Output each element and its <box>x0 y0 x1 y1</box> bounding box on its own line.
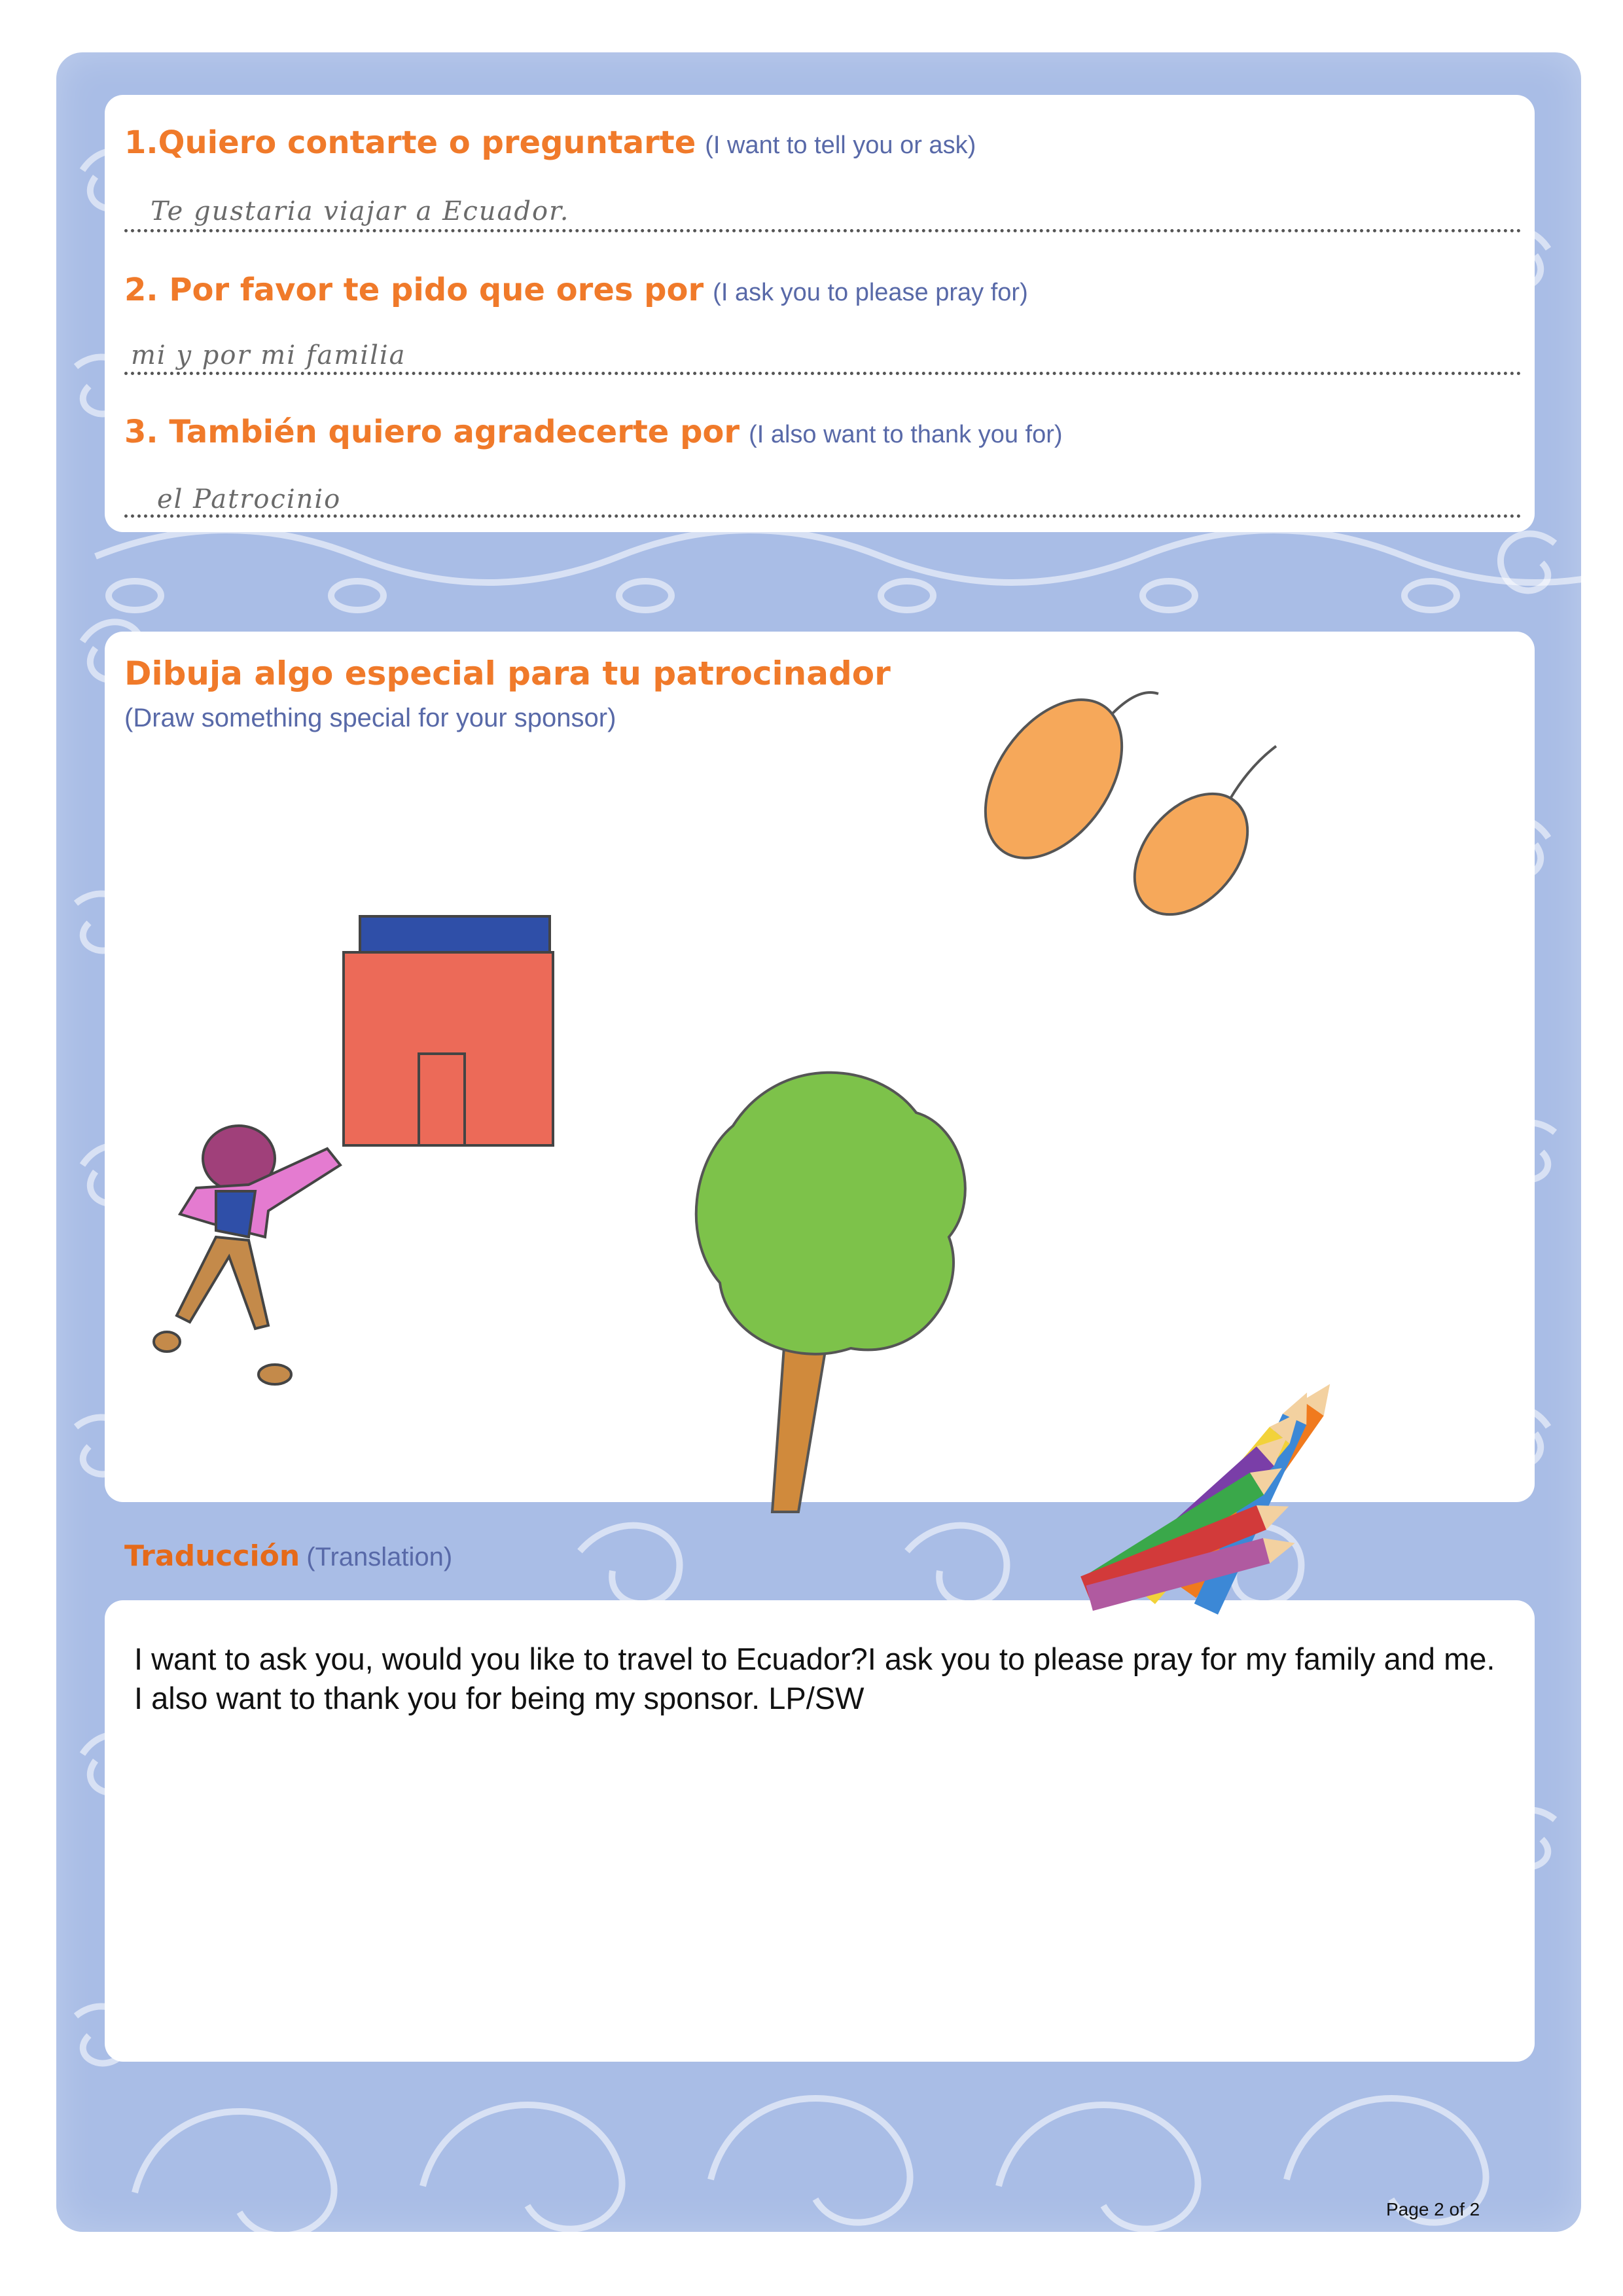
drawing-title: Dibuja algo especial para tu patrocinador <box>124 655 891 692</box>
question-1-spanish: 1.Quiero contarte o preguntarte <box>124 124 696 161</box>
question-2-english: (I ask you to please pray for) <box>713 279 1028 306</box>
question-3-english: (I also want to thank you for) <box>749 421 1063 448</box>
fruits-drawing <box>957 675 1276 937</box>
question-1-english: (I want to tell you or ask) <box>705 132 976 159</box>
tree-drawing <box>696 1073 965 1512</box>
translation-title-english: (Translation) <box>306 1543 453 1571</box>
drawing-subtitle: (Draw something special for your sponsor) <box>124 704 616 732</box>
translation-heading <box>124 1539 452 1573</box>
question-1-answer: Te gustaria viajar a Ecuador. <box>151 196 570 226</box>
question-2-spanish: 2. Por favor te pido que ores por <box>124 272 704 308</box>
question-3-answer: el Patrocinio <box>157 484 342 514</box>
colored-pencils-illustration <box>1080 1376 1340 1615</box>
house-drawing <box>344 916 553 1145</box>
question-2-answer: mi y por mi familia <box>131 340 406 370</box>
translation-title-spanish: Traducción <box>124 1539 300 1573</box>
translation-text: I want to ask you, would you like to travel to Ecuador?I ask you to please pray for my family and me. I also want to thank you for being my sponsor. LP/SW <box>134 1641 1495 1715</box>
page-number: Page 2 of 2 <box>1386 2199 1480 2219</box>
person-drawing <box>154 1126 340 1384</box>
question-3-spanish: 3. También quiero agradecerte por <box>124 414 740 450</box>
